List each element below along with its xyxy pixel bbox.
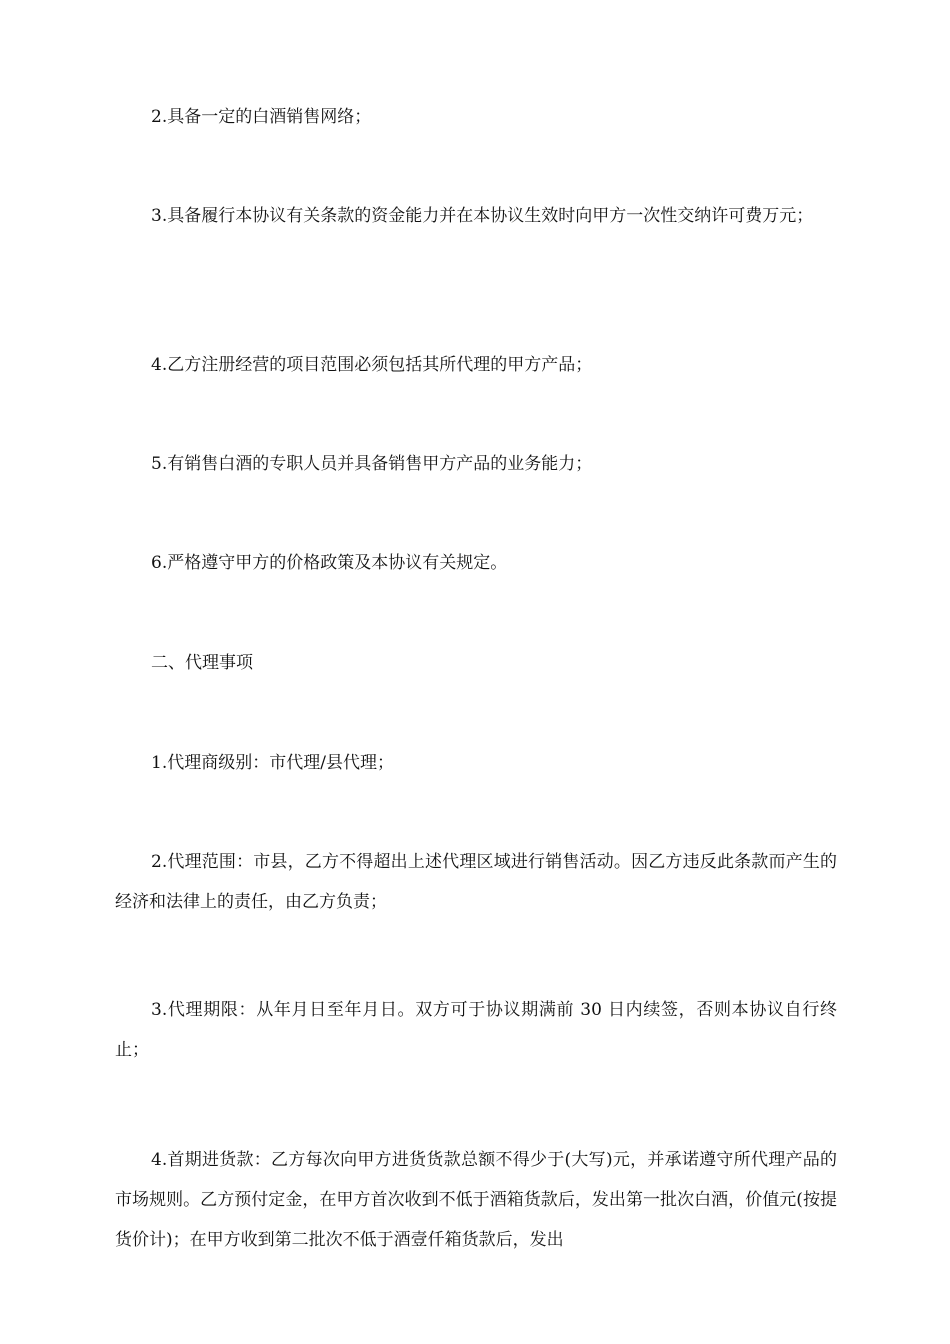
section-heading-agency-matters: 二、代理事项 xyxy=(151,653,253,673)
paragraph-requirement-2: 2.具备一定的白酒销售网络； xyxy=(151,107,372,127)
paragraph-requirement-3: 3.具备履行本协议有关条款的资金能力并在本协议生效时向甲方一次性交纳许可费万元； xyxy=(151,206,814,226)
paragraph-requirement-4: 4.乙方注册经营的项目范围必须包括其所代理的甲方产品； xyxy=(151,355,593,375)
paragraph-requirement-6: 6.严格遵守甲方的价格政策及本协议有关规定。 xyxy=(151,553,508,573)
paragraph-agency-4: 4.首期进货款：乙方每次向甲方进货货款总额不得少于(大写)元，并承诺遵守所代理产品的市场规则。乙方预付定金，在甲方首次收到不低于酒箱货款后，发出第一批次白酒，价值元(按提货价计)；在甲方收到第二批次不低于酒壹仟箱货款后，发出 xyxy=(115,1150,837,1250)
paragraph-agency-2: 2.代理范围：市县，乙方不得超出上述代理区域进行销售活动。因乙方违反此条款而产生的经济和法律上的责任，由乙方负责； xyxy=(115,852,837,912)
paragraph-agency-1: 1.代理商级别：市代理/县代理； xyxy=(151,753,394,773)
paragraph-agency-3: 3.代理期限：从年月日至年月日。双方可于协议期满前 30 日内续签，否则本协议自行终止； xyxy=(115,1000,837,1060)
paragraph-requirement-5: 5.有销售白酒的专职人员并具备销售甲方产品的业务能力； xyxy=(151,454,593,474)
